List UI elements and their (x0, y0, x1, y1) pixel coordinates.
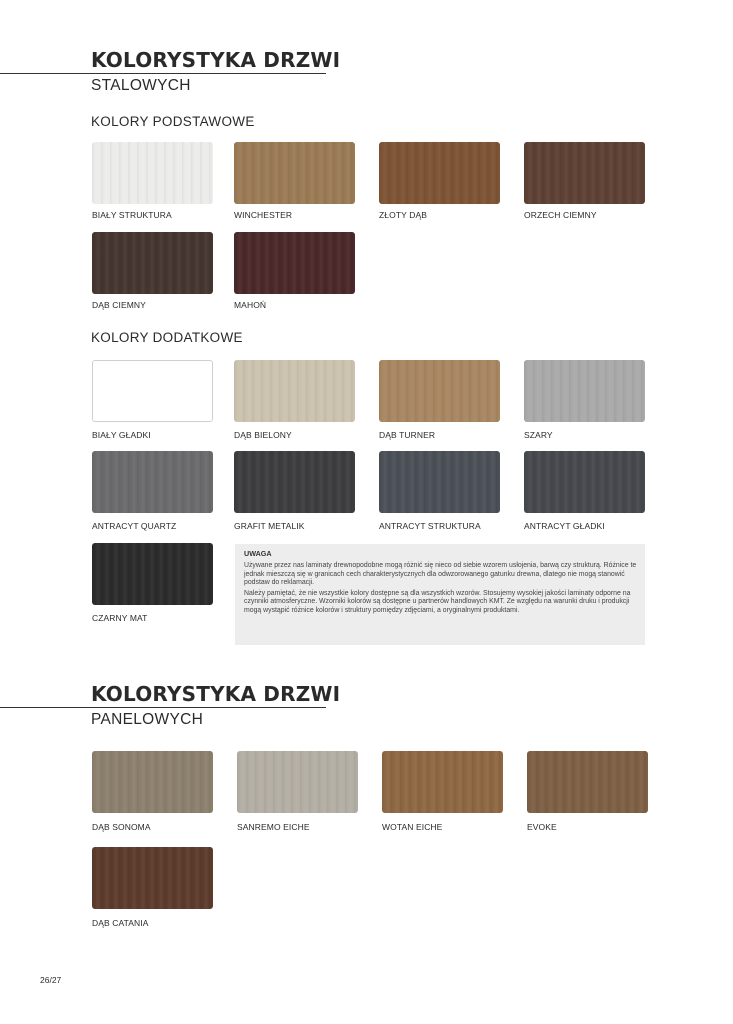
basic-color-swatch (524, 142, 645, 204)
extra-color-swatch (524, 360, 645, 422)
basic-color-label: DĄB CIEMNY (92, 300, 146, 310)
extra-color-swatch (524, 451, 645, 513)
basic-color-swatch (379, 142, 500, 204)
basic-colors-heading: KOLORY PODSTAWOWE (91, 114, 255, 129)
extra-color-label: ANTRACYT GŁADKI (524, 521, 605, 531)
panel-color-label: WOTAN EICHE (382, 822, 443, 832)
panel-color-swatch (527, 751, 648, 813)
basic-color-label: WINCHESTER (234, 210, 293, 220)
section1-subtitle: STALOWYCH (91, 77, 191, 94)
basic-color-label: BIAŁY STRUKTURA (92, 210, 172, 220)
extra-colors-heading: KOLORY DODATKOWE (91, 330, 243, 345)
note-paragraph-1: Używane przez nas laminaty drewnopodobne mogą różnić się nieco od siebie wzorem usłojenia, barwą czy strukturą. Różnice te jednak mieszczą się w granicach cech charakterystycznych dla odwzorowanego gatunku drewna, dlatego nie mogą stanowić podstaw do reklamacji. (244, 562, 637, 586)
panel-color-label: DĄB CATANIA (92, 918, 149, 928)
section1-title-rule (0, 73, 326, 74)
extra-color-label: DĄB BIELONY (234, 430, 292, 440)
extra-color-swatch (92, 360, 213, 422)
panel-color-swatch (92, 751, 213, 813)
extra-color-label: DĄB TURNER (379, 430, 436, 440)
extra-color-swatch (92, 543, 213, 605)
extra-color-label: ANTRACYT STRUKTURA (379, 521, 481, 531)
note-paragraph-2: Należy pamiętać, że nie wszystkie kolory dostępne są dla wszystkich wzorów. Stosujemy wysokiej jakości laminaty odporne na czynniki atmosferyczne. Wzorniki kolorów są dostępne u partnerów handlowych KMT. Ze względu na warunki druku i produkcji mogą wystąpić różnice kolorów i struktury pomiędzy zdjęciami, a oryginalnymi produktami. (244, 590, 631, 614)
extra-color-swatch (379, 360, 500, 422)
basic-color-swatch (234, 142, 355, 204)
extra-color-swatch (379, 451, 500, 513)
extra-color-label: SZARY (524, 430, 553, 440)
extra-color-label: ANTRACYT QUARTZ (92, 521, 177, 531)
extra-color-swatch (92, 451, 213, 513)
panel-color-swatch (382, 751, 503, 813)
note-box (235, 544, 645, 645)
panel-color-label: DĄB SONOMA (92, 822, 151, 832)
panel-color-label: SANREMO EICHE (237, 822, 310, 832)
page-number: 26/27 (40, 975, 62, 985)
note-title: UWAGA (244, 549, 272, 558)
basic-color-swatch (92, 142, 213, 204)
extra-color-label: GRAFIT METALIK (234, 521, 305, 531)
panel-color-label: EVOKE (527, 822, 557, 832)
section2-title: KOLORYSTYKA DRZWI (91, 682, 341, 706)
basic-color-label: ZŁOTY DĄB (379, 210, 427, 220)
panel-color-swatch (237, 751, 358, 813)
extra-color-swatch (234, 451, 355, 513)
section1-title: KOLORYSTYKA DRZWI (91, 48, 341, 72)
basic-color-label: ORZECH CIEMNY (524, 210, 597, 220)
basic-color-swatch (234, 232, 355, 294)
section2-title-rule (0, 707, 326, 708)
panel-color-swatch (92, 847, 213, 909)
extra-color-label: BIAŁY GŁADKI (92, 430, 151, 440)
extra-color-swatch (234, 360, 355, 422)
basic-color-swatch (92, 232, 213, 294)
basic-color-label: MAHOŃ (234, 300, 267, 310)
section2-subtitle: PANELOWYCH (91, 711, 204, 728)
extra-color-label: CZARNY MAT (92, 613, 148, 623)
